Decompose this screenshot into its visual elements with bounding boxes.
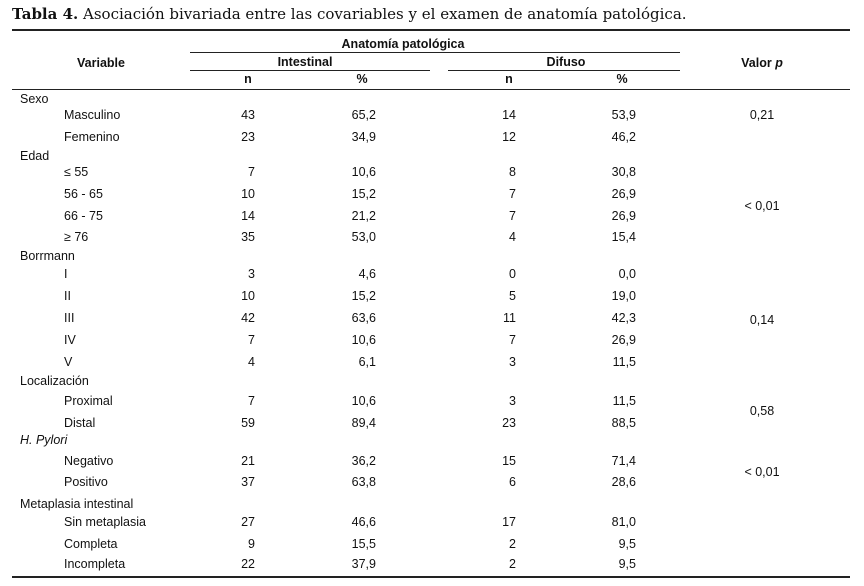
- row-label: Distal: [64, 416, 96, 430]
- row-label: Femenino: [64, 130, 120, 144]
- header-p-text: p: [775, 56, 783, 70]
- subgroup-rule-difuso: [448, 70, 680, 71]
- cell-n-difuso: 6: [509, 475, 516, 489]
- group-label: Sexo: [20, 92, 49, 106]
- cell-pct-intestinal: 65,2: [351, 108, 376, 122]
- cell-n-difuso: 7: [509, 209, 516, 223]
- row-label: 66 - 75: [64, 209, 103, 223]
- cell-n-intestinal: 23: [241, 130, 255, 144]
- row-label: V: [64, 355, 73, 369]
- cell-pct-intestinal: 10,6: [351, 165, 376, 179]
- cell-pct-difuso: 26,9: [611, 187, 636, 201]
- cell-pct-difuso: 81,0: [611, 515, 636, 529]
- row-label: I: [64, 267, 68, 281]
- cell-n-difuso: 2: [509, 557, 516, 571]
- cell-pct-intestinal: 15,5: [351, 537, 376, 551]
- row-label: Positivo: [64, 475, 108, 489]
- cell-n-intestinal: 59: [241, 416, 255, 430]
- header-rule: [12, 89, 850, 90]
- header-valor-text: Valor: [741, 56, 772, 70]
- cell-pct-intestinal: 63,6: [351, 311, 376, 325]
- row-label: Proximal: [64, 394, 113, 408]
- cell-pct-difuso: 30,8: [611, 165, 636, 179]
- row-label: ≤ 55: [64, 165, 89, 179]
- cell-pct-intestinal: 15,2: [351, 289, 376, 303]
- cell-pct-difuso: 42,3: [611, 311, 636, 325]
- subgroup-rule-intestinal: [190, 70, 430, 71]
- cell-pct-intestinal: 53,0: [351, 230, 376, 244]
- cell-n-intestinal: 22: [241, 557, 255, 571]
- cell-n-difuso: 0: [509, 267, 516, 281]
- cell-pct-difuso: 9,5: [618, 537, 636, 551]
- cell-pct-intestinal: 15,2: [351, 187, 376, 201]
- cell-n-difuso: 7: [509, 333, 516, 347]
- cell-n-difuso: 11: [503, 311, 516, 325]
- cell-n-intestinal: 3: [248, 267, 255, 281]
- cell-pct-difuso: 28,6: [611, 475, 636, 489]
- cell-n-difuso: 23: [502, 416, 516, 430]
- cell-pct-intestinal: 10,6: [351, 394, 376, 408]
- cell-n-intestinal: 27: [241, 515, 255, 529]
- row-label: Incompleta: [64, 557, 126, 571]
- header-n-intestinal: n: [244, 72, 252, 86]
- row-label: ≥ 76: [64, 230, 89, 244]
- cell-n-intestinal: 14: [241, 209, 255, 223]
- top-rule: [12, 29, 850, 31]
- cell-pct-intestinal: 36,2: [351, 454, 376, 468]
- cell-pct-difuso: 11,5: [612, 355, 636, 369]
- cell-n-intestinal: 7: [248, 333, 255, 347]
- cell-pct-intestinal: 89,4: [351, 416, 376, 430]
- p-value: 0,21: [749, 108, 775, 122]
- row-label: Completa: [64, 537, 118, 551]
- cell-pct-difuso: 71,4: [611, 454, 636, 468]
- header-anatomia: Anatomía patológica: [341, 37, 465, 51]
- cell-n-intestinal: 21: [241, 454, 255, 468]
- cell-n-intestinal: 9: [248, 537, 255, 551]
- cell-pct-difuso: 46,2: [611, 130, 636, 144]
- cell-pct-intestinal: 6,1: [358, 355, 376, 369]
- header-pct-difuso: %: [616, 72, 628, 86]
- cell-n-difuso: 7: [509, 187, 516, 201]
- cell-n-intestinal: 37: [241, 475, 255, 489]
- cell-n-intestinal: 10: [241, 187, 255, 201]
- group-label: Localización: [20, 374, 89, 388]
- bottom-rule: [12, 576, 850, 578]
- cell-pct-intestinal: 21,2: [351, 209, 376, 223]
- cell-n-intestinal: 7: [248, 165, 255, 179]
- caption-text: Asociación bivariada entre las covariables y el examen de anatomía patológica.: [83, 5, 687, 23]
- cell-pct-difuso: 26,9: [611, 333, 636, 347]
- cell-n-difuso: 5: [509, 289, 516, 303]
- cell-pct-difuso: 26,9: [611, 209, 636, 223]
- header-variable: Variable: [77, 56, 125, 70]
- cell-pct-difuso: 53,9: [611, 108, 636, 122]
- group-rule: [190, 52, 680, 53]
- row-label: Masculino: [64, 108, 121, 122]
- cell-n-difuso: 4: [509, 230, 516, 244]
- header-n-difuso: n: [505, 72, 513, 86]
- p-value: 0,14: [749, 313, 775, 327]
- group-label: Metaplasia intestinal: [20, 497, 134, 511]
- cell-pct-intestinal: 34,9: [351, 130, 376, 144]
- cell-n-difuso: 3: [509, 355, 516, 369]
- cell-pct-difuso: 19,0: [611, 289, 636, 303]
- cell-n-difuso: 14: [502, 108, 516, 122]
- header-intestinal: Intestinal: [277, 55, 333, 69]
- header-difuso: Difuso: [546, 55, 586, 69]
- cell-n-difuso: 2: [509, 537, 516, 551]
- cell-pct-difuso: 0,0: [618, 267, 636, 281]
- cell-n-intestinal: 4: [248, 355, 255, 369]
- cell-pct-intestinal: 63,8: [351, 475, 376, 489]
- row-label: III: [64, 311, 75, 325]
- cell-pct-intestinal: 4,6: [358, 267, 376, 281]
- row-label: II: [64, 289, 71, 303]
- cell-n-intestinal: 42: [241, 311, 255, 325]
- cell-pct-difuso: 11,5: [612, 394, 636, 408]
- header-pct-intestinal: %: [356, 72, 368, 86]
- cell-n-intestinal: 43: [241, 108, 255, 122]
- group-label: Edad: [20, 149, 50, 163]
- p-value: 0,58: [749, 404, 775, 418]
- row-label: 56 - 65: [64, 187, 103, 201]
- cell-n-difuso: 12: [502, 130, 516, 144]
- group-label: H. Pylori: [20, 433, 68, 447]
- table-caption: [12, 5, 687, 23]
- caption-label: Tabla 4.: [12, 5, 79, 23]
- cell-pct-intestinal: 46,6: [351, 515, 376, 529]
- cell-n-difuso: 17: [502, 515, 516, 529]
- cell-n-intestinal: 7: [248, 394, 255, 408]
- group-label: Borrmann: [20, 249, 75, 263]
- cell-n-difuso: 8: [509, 165, 516, 179]
- cell-n-intestinal: 10: [241, 289, 255, 303]
- row-label: Negativo: [64, 454, 114, 468]
- cell-n-difuso: 15: [502, 454, 516, 468]
- cell-pct-difuso: 88,5: [611, 416, 636, 430]
- row-label: IV: [64, 333, 76, 347]
- cell-pct-difuso: 9,5: [618, 557, 636, 571]
- p-value: < 0,01: [744, 465, 780, 479]
- row-label: Sin metaplasia: [64, 515, 146, 529]
- cell-pct-difuso: 15,4: [611, 230, 636, 244]
- cell-n-intestinal: 35: [241, 230, 255, 244]
- header-valor-p: [741, 56, 783, 70]
- cell-pct-intestinal: 10,6: [351, 333, 376, 347]
- cell-pct-intestinal: 37,9: [351, 557, 376, 571]
- p-value: < 0,01: [744, 199, 780, 213]
- cell-n-difuso: 3: [509, 394, 516, 408]
